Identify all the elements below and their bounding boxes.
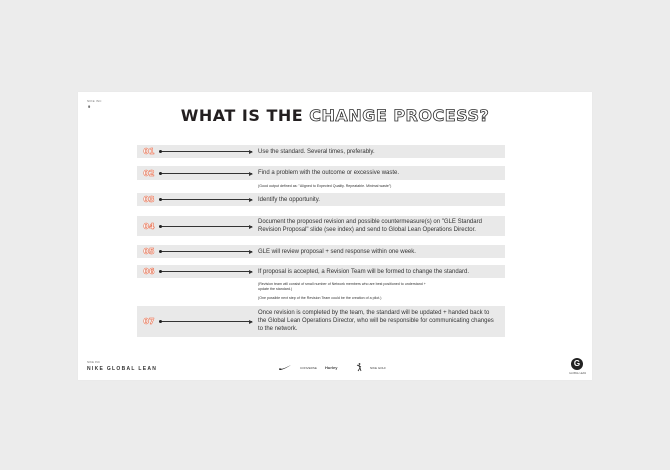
arrow-icon [160,321,252,322]
step-02 [137,166,505,180]
step-text: Document the proposed revision and possible countermeasure(s) on "GLE Standard Revision Proposal" slide (see index) and send to Global Lean Operations Director. [258,219,482,233]
step-text: GLE will review proposal + send response within one week. [258,249,416,255]
arrow-icon [160,151,252,152]
page-tag: NIKE INC [87,99,102,103]
converse-logo: CONVERSE [300,366,317,370]
step-04 [137,216,505,236]
step-text: Once revision is completed by the team, the standard will be updated + handed back to the Global Lean Operations Director, who will be responsible for communicating changes to the network. [258,310,494,332]
jumpman-logo-icon [356,363,362,372]
step-number: 03 [143,195,155,204]
step-number: 05 [143,247,155,256]
step-05 [137,245,505,258]
title-part-1: WHAT IS THE [180,106,304,125]
step-text: Find a problem with the outcome or excessive waste. [258,170,400,176]
arrow-icon [160,199,252,200]
step-text: Identify the opportunity. [258,197,320,203]
title-part-2: CHANGE PROCESS? [309,106,490,125]
global-lean-badge-text: GLOBAL LEAN [569,372,587,375]
swoosh-logo-icon [278,364,292,371]
arrow-icon [160,251,252,252]
step-01 [137,145,505,158]
arrow-icon [160,271,252,272]
footer-tag: NIKE INC [87,360,101,364]
step-text: If proposal is accepted, a Revision Team will be formed to change the standard. [258,269,470,275]
global-lean-g-icon: G [571,358,583,370]
step-number: 06 [143,267,155,276]
step-06 [137,265,505,278]
step-note: (Revision team will consist of small number of Network members who are best positioned to understand + update the standard.) [258,282,426,291]
step-number: 02 [143,169,155,178]
page-number: 9 [88,104,91,109]
page-title [78,106,592,125]
step-note-2: (One possible next step of the Revision Team could be the creation of a pilot.) [258,296,382,300]
step-03 [137,193,505,206]
arrow-icon [160,226,252,227]
step-note: (Good output defined as: "Aligned to Expected Quality. Repeatable. Minimal waste") [258,184,392,188]
step-number: 04 [143,222,155,231]
nike-golf-logo: NIKE GOLF [370,366,387,370]
step-text: Use the standard. Several times, preferably. [258,149,375,155]
hurley-logo: Hurley [325,365,338,370]
step-07 [137,306,505,337]
step-number: 01 [143,147,155,156]
slide [78,92,592,380]
arrow-icon [160,173,252,174]
footer-brand: NIKE GLOBAL LEAN [87,366,158,372]
step-number: 07 [143,317,155,326]
